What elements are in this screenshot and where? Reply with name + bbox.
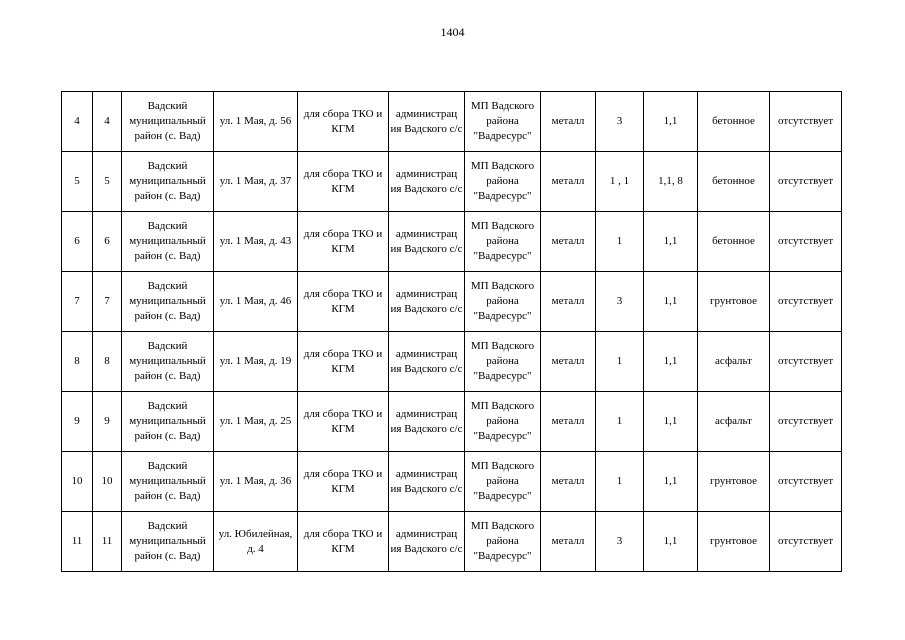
site-number-cell: 4 bbox=[93, 92, 122, 152]
operator-cell: МП Вадского района "Вадресурс" bbox=[465, 332, 541, 392]
fence-cell: отсутствует bbox=[770, 452, 842, 512]
owner-cell: администрац ия Вадского с/с bbox=[389, 332, 465, 392]
district-cell: Вадский муниципальный район (с. Вад) bbox=[122, 392, 214, 452]
row-number-cell: 6 bbox=[62, 212, 93, 272]
container-volume-cell: 1,1 bbox=[644, 92, 698, 152]
address-cell: ул. 1 Мая, д. 25 bbox=[214, 392, 298, 452]
district-cell: Вадский муниципальный район (с. Вад) bbox=[122, 512, 214, 572]
surface-cell: грунтовое bbox=[698, 512, 770, 572]
purpose-cell: для сбора ТКО и КГМ bbox=[298, 512, 389, 572]
material-cell: металл bbox=[541, 512, 596, 572]
site-number-cell: 11 bbox=[93, 512, 122, 572]
operator-cell: МП Вадского района "Вадресурс" bbox=[465, 392, 541, 452]
fence-cell: отсутствует bbox=[770, 392, 842, 452]
owner-cell: администрац ия Вадского с/с bbox=[389, 152, 465, 212]
surface-cell: грунтовое bbox=[698, 452, 770, 512]
operator-cell: МП Вадского района "Вадресурс" bbox=[465, 152, 541, 212]
row-number-cell: 4 bbox=[62, 92, 93, 152]
container-count-cell: 1 bbox=[596, 212, 644, 272]
container-count-cell: 3 bbox=[596, 512, 644, 572]
owner-cell: администрац ия Вадского с/с bbox=[389, 392, 465, 452]
site-number-cell: 9 bbox=[93, 392, 122, 452]
address-cell: ул. 1 Мая, д. 46 bbox=[214, 272, 298, 332]
district-cell: Вадский муниципальный район (с. Вад) bbox=[122, 332, 214, 392]
material-cell: металл bbox=[541, 272, 596, 332]
owner-cell: администрац ия Вадского с/с bbox=[389, 512, 465, 572]
district-cell: Вадский муниципальный район (с. Вад) bbox=[122, 152, 214, 212]
operator-cell: МП Вадского района "Вадресурс" bbox=[465, 272, 541, 332]
table-row bbox=[62, 272, 842, 332]
site-number-cell: 5 bbox=[93, 152, 122, 212]
purpose-cell: для сбора ТКО и КГМ bbox=[298, 92, 389, 152]
container-volume-cell: 1,1 bbox=[644, 272, 698, 332]
address-cell: ул. Юбилейная, д. 4 bbox=[214, 512, 298, 572]
owner-cell: администрац ия Вадского с/с bbox=[389, 212, 465, 272]
address-cell: ул. 1 Мая, д. 36 bbox=[214, 452, 298, 512]
material-cell: металл bbox=[541, 212, 596, 272]
site-number-cell: 10 bbox=[93, 452, 122, 512]
surface-cell: асфальт bbox=[698, 392, 770, 452]
container-volume-cell: 1,1 bbox=[644, 332, 698, 392]
address-cell: ул. 1 Мая, д. 37 bbox=[214, 152, 298, 212]
operator-cell: МП Вадского района "Вадресурс" bbox=[465, 452, 541, 512]
purpose-cell: для сбора ТКО и КГМ bbox=[298, 212, 389, 272]
container-count-cell: 3 bbox=[596, 272, 644, 332]
fence-cell: отсутствует bbox=[770, 512, 842, 572]
row-number-cell: 8 bbox=[62, 332, 93, 392]
table-row bbox=[62, 452, 842, 512]
fence-cell: отсутствует bbox=[770, 272, 842, 332]
table-row bbox=[62, 92, 842, 152]
operator-cell: МП Вадского района "Вадресурс" bbox=[465, 212, 541, 272]
container-volume-cell: 1,1 bbox=[644, 392, 698, 452]
owner-cell: администрац ия Вадского с/с bbox=[389, 92, 465, 152]
site-number-cell: 6 bbox=[93, 212, 122, 272]
district-cell: Вадский муниципальный район (с. Вад) bbox=[122, 452, 214, 512]
container-count-cell: 1 , 1 bbox=[596, 152, 644, 212]
container-count-cell: 1 bbox=[596, 452, 644, 512]
surface-cell: бетонное bbox=[698, 92, 770, 152]
table-row bbox=[62, 332, 842, 392]
operator-cell: МП Вадского района "Вадресурс" bbox=[465, 92, 541, 152]
address-cell: ул. 1 Мая, д. 43 bbox=[214, 212, 298, 272]
district-cell: Вадский муниципальный район (с. Вад) bbox=[122, 212, 214, 272]
material-cell: металл bbox=[541, 92, 596, 152]
table-row bbox=[62, 212, 842, 272]
purpose-cell: для сбора ТКО и КГМ bbox=[298, 452, 389, 512]
surface-cell: грунтовое bbox=[698, 272, 770, 332]
row-number-cell: 11 bbox=[62, 512, 93, 572]
district-cell: Вадский муниципальный район (с. Вад) bbox=[122, 92, 214, 152]
fence-cell: отсутствует bbox=[770, 152, 842, 212]
container-volume-cell: 1,1 bbox=[644, 452, 698, 512]
purpose-cell: для сбора ТКО и КГМ bbox=[298, 272, 389, 332]
row-number-cell: 9 bbox=[62, 392, 93, 452]
district-cell: Вадский муниципальный район (с. Вад) bbox=[122, 272, 214, 332]
address-cell: ул. 1 Мая, д. 56 bbox=[214, 92, 298, 152]
purpose-cell: для сбора ТКО и КГМ bbox=[298, 392, 389, 452]
owner-cell: администрац ия Вадского с/с bbox=[389, 272, 465, 332]
material-cell: металл bbox=[541, 152, 596, 212]
container-sites-table bbox=[61, 91, 842, 572]
container-count-cell: 1 bbox=[596, 332, 644, 392]
owner-cell: администрац ия Вадского с/с bbox=[389, 452, 465, 512]
material-cell: металл bbox=[541, 392, 596, 452]
site-number-cell: 8 bbox=[93, 332, 122, 392]
table-body bbox=[62, 92, 842, 572]
purpose-cell: для сбора ТКО и КГМ bbox=[298, 332, 389, 392]
table-row bbox=[62, 392, 842, 452]
page-number: 1404 bbox=[440, 25, 465, 39]
site-number-cell: 7 bbox=[93, 272, 122, 332]
surface-cell: бетонное bbox=[698, 212, 770, 272]
surface-cell: бетонное bbox=[698, 152, 770, 212]
operator-cell: МП Вадского района "Вадресурс" bbox=[465, 512, 541, 572]
fence-cell: отсутствует bbox=[770, 332, 842, 392]
purpose-cell: для сбора ТКО и КГМ bbox=[298, 152, 389, 212]
table-row bbox=[62, 512, 842, 572]
fence-cell: отсутствует bbox=[770, 212, 842, 272]
surface-cell: асфальт bbox=[698, 332, 770, 392]
container-volume-cell: 1,1, 8 bbox=[644, 152, 698, 212]
fence-cell: отсутствует bbox=[770, 92, 842, 152]
row-number-cell: 5 bbox=[62, 152, 93, 212]
row-number-cell: 10 bbox=[62, 452, 93, 512]
container-count-cell: 1 bbox=[596, 392, 644, 452]
table-row bbox=[62, 152, 842, 212]
container-volume-cell: 1,1 bbox=[644, 212, 698, 272]
container-count-cell: 3 bbox=[596, 92, 644, 152]
material-cell: металл bbox=[541, 332, 596, 392]
row-number-cell: 7 bbox=[62, 272, 93, 332]
address-cell: ул. 1 Мая, д. 19 bbox=[214, 332, 298, 392]
container-volume-cell: 1,1 bbox=[644, 512, 698, 572]
material-cell: металл bbox=[541, 452, 596, 512]
